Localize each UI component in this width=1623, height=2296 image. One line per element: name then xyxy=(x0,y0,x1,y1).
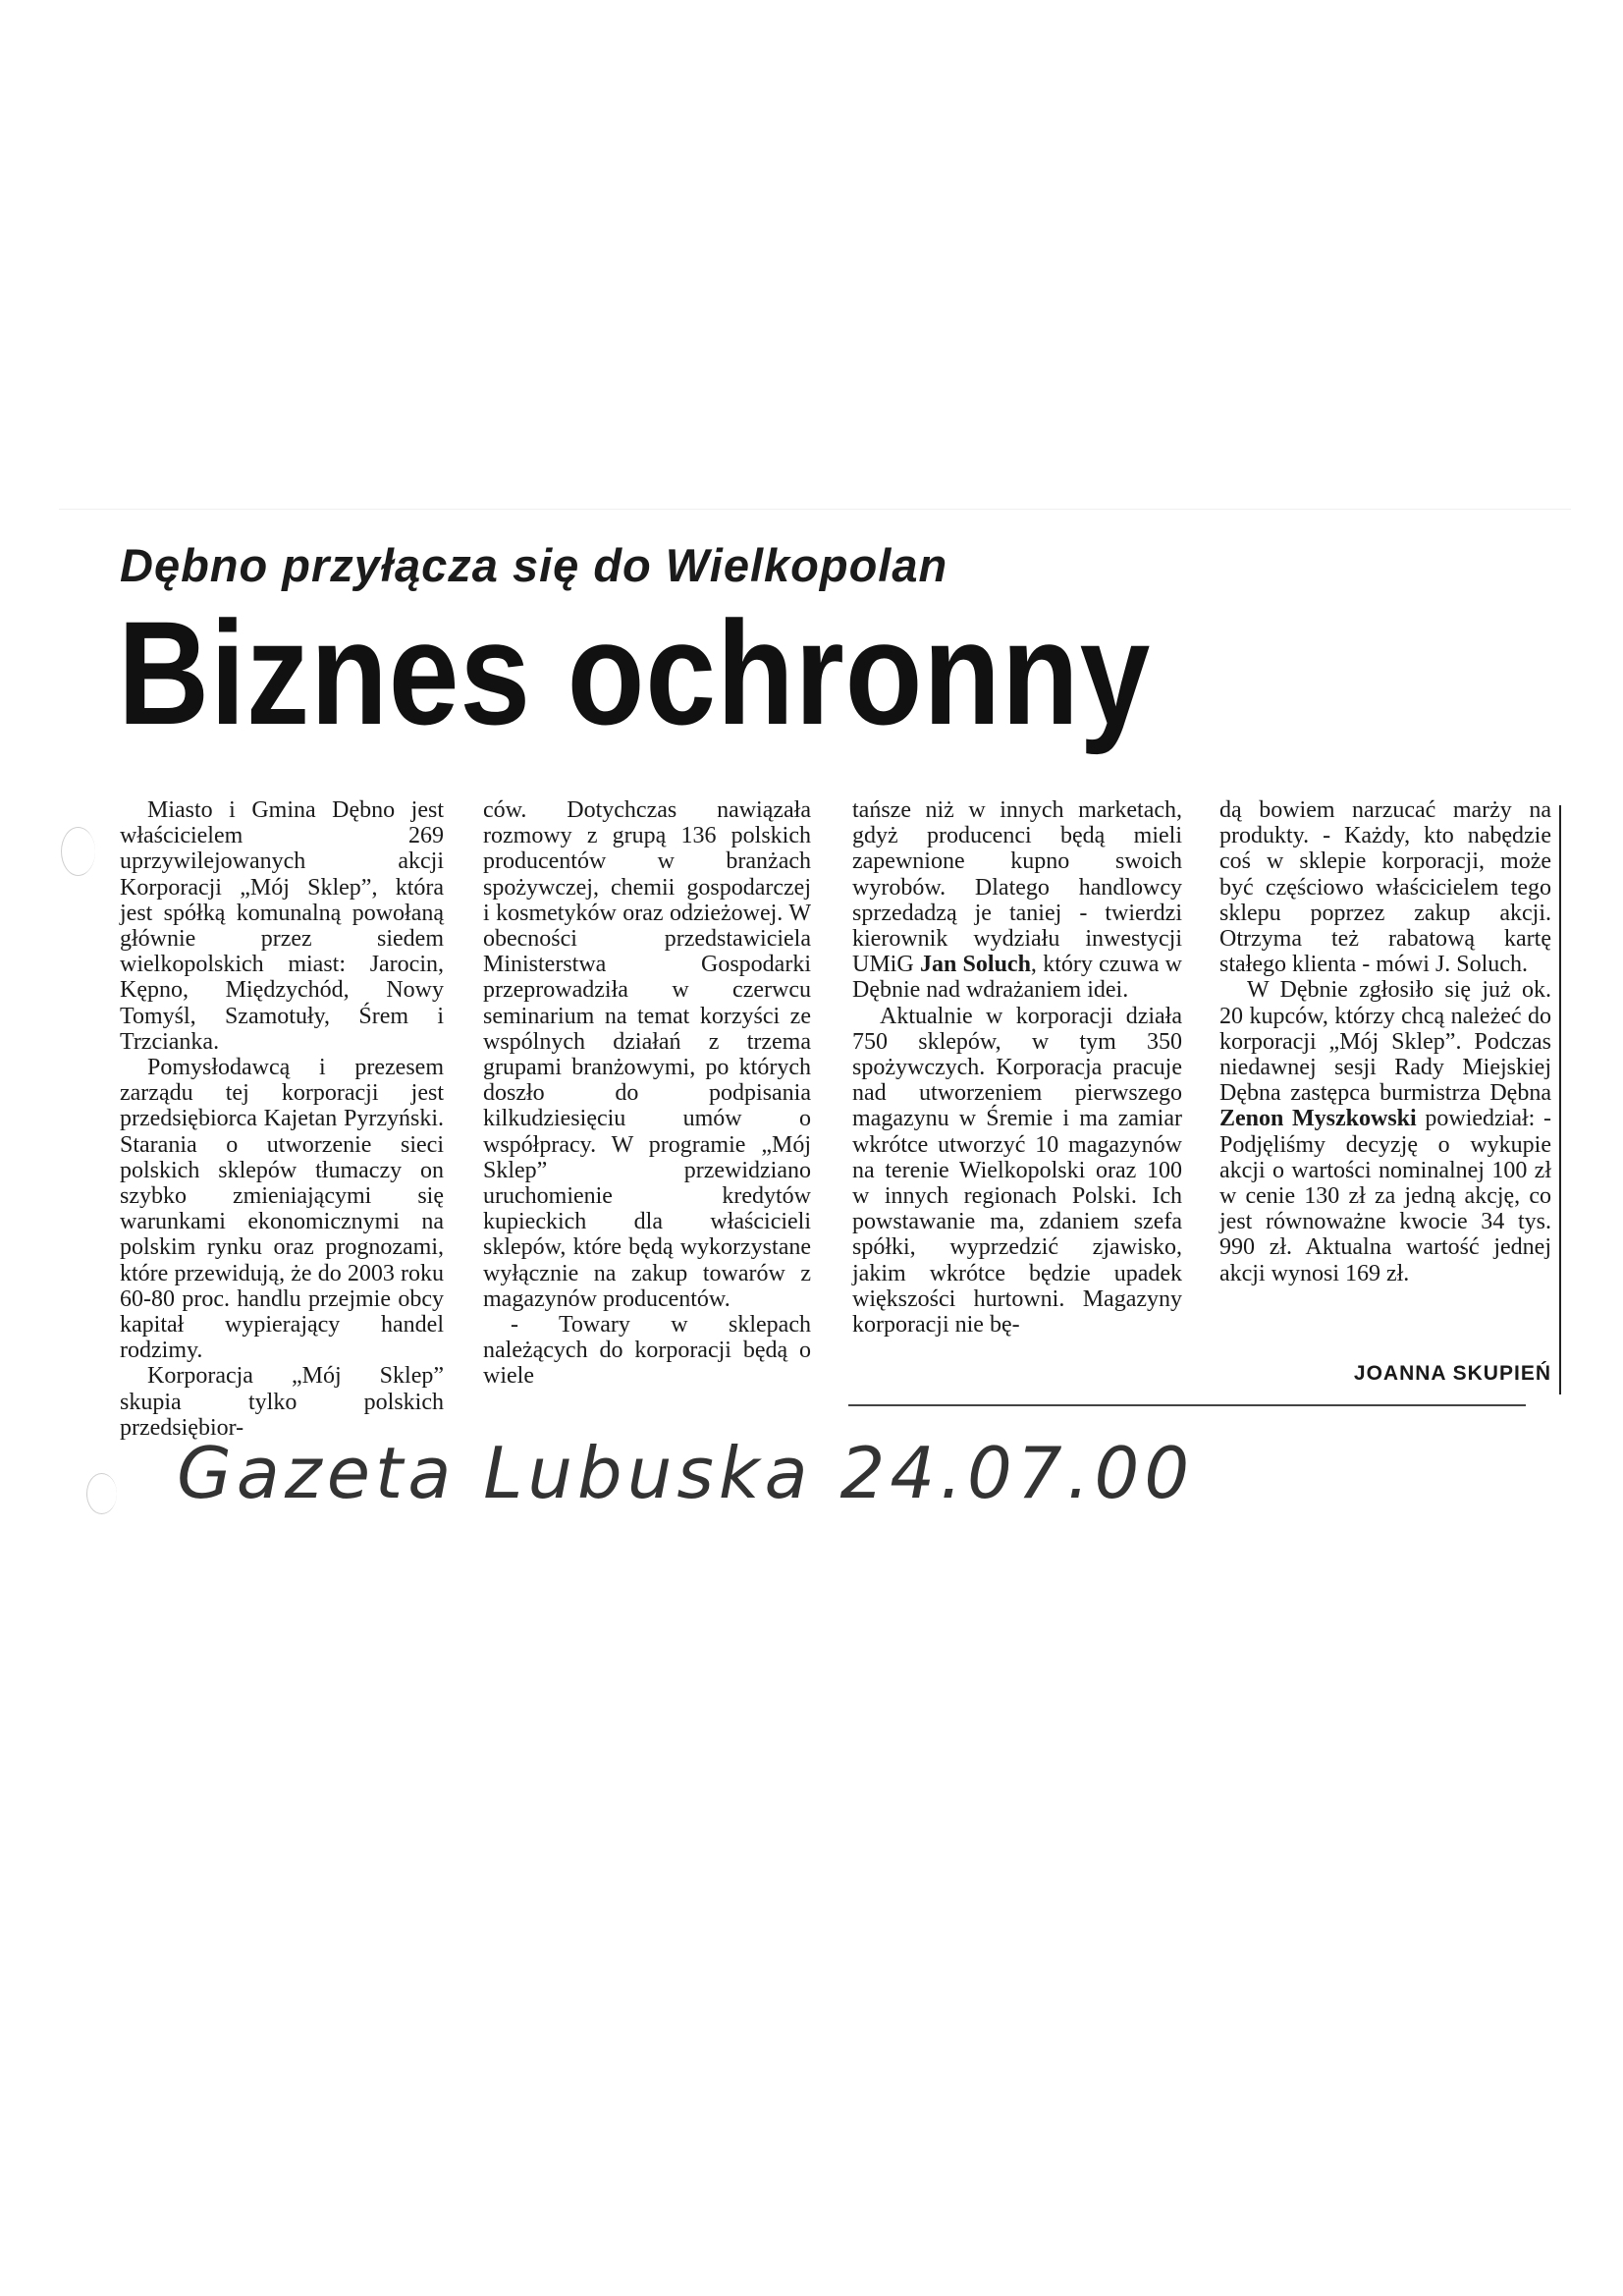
article-bottom-rule xyxy=(848,1404,1526,1406)
paragraph: - Towary w sklepach należących do korporacji będą o wiele xyxy=(483,1312,811,1390)
paragraph: Miasto i Gmina Dębno jest właścicielem 269 uprzywilejowanych akcji Korporacji „Mój Sklep”, która jest spółką komunalną powołaną głównie przez siedem wielkopolskich miast: Jarocin, Kępno, Międzychód, Nowy Tomyśl, Szamotuły, Śrem i Trzcianka. xyxy=(120,797,444,1055)
article-byline: JOANNA SKUPIEŃ xyxy=(1353,1362,1551,1385)
article-headline: Biznes ochronny xyxy=(118,590,1152,755)
paragraph: ców. Dotychczas nawiązała rozmowy z grupą 136 polskich producentów w branżach spożywczej, chemii gospodarczej i kosmetyków oraz odzieżowej. W obecności przedstawiciela Ministerstwa Gospodarki przeprowadziła w czerwcu seminarium na temat korzyści ze wspólnych działań z trzema grupami branżowymi, po których doszło do podpisania kilkudziesięciu umów o współpracy. W programie „Mój Sklep” przewidziano uruchomienie kredytów kupieckich dla właścicieli sklepów, które będą wykorzystane wyłącznie na zakup towarów z magazynów producentów. xyxy=(483,797,811,1312)
punch-hole-top xyxy=(61,827,95,876)
paragraph: Aktualnie w korporacji działa 750 sklepów, w tym 350 spożywczych. Korporacja pracuje nad utworzeniem pierwszego magazynu w Śremie i ma zamiar wkrótce utworzyć 10 magazynów na terenie Wielkopolski oraz 100 w innych regionach Polski. Ich powstawanie ma, zdaniem szefa spółki, wyprzedzić zjawisko, jakim wkrótce będzie upadek większości hurtowni. Magazyny korporacji nie bę- xyxy=(852,1003,1182,1339)
article-column-3 xyxy=(852,797,1182,1338)
column-rule-right xyxy=(1559,805,1561,1394)
article-column-4 xyxy=(1219,797,1551,1286)
person-name: Zenon Myszkowski xyxy=(1219,1106,1417,1132)
paragraph: W Dębnie zgłosiło się już ok. 20 kupców, którzy chcą należeć do korporacji „Mój Sklep”. Podczas niedawnej sesji Rady Miejskiej Dębna zastępca burmistrza Dębna Zenon Myszkowski powiedział: - Podjęliśmy decyzję o wykupie akcji o wartości nominalnej 100 zł w cenie 130 zł za jedną akcję, co jest równoważne kwocie 34 tys. 990 zł. Aktualna wartość jednej akcji wynosi 169 zł. xyxy=(1219,977,1551,1286)
article-column-1 xyxy=(120,797,444,1441)
paragraph: Pomysłodawcą i prezesem zarządu tej korporacji jest przedsiębiorca Kajetan Pyrzyński. Starania o utworzenie sieci polskich sklepów tłumaczy on szybko zmieniającymi się warunkami ekonomicznymi na polskim rynku oraz prognozami, które przewidują, że do 2003 roku 60-80 proc. handlu przejmie obcy kapitał wypierający handel rodzimy. xyxy=(120,1055,444,1364)
clipping-top-edge xyxy=(59,509,1571,510)
article-column-2 xyxy=(483,797,811,1390)
person-name: Jan Soluch xyxy=(919,952,1031,978)
paragraph: tańsze niż w innych marketach, gdyż producenci będą mieli zapewnione kupno swoich wyrobów. Dlatego handlowcy sprzedadzą je taniej - twierdzi kierownik wydziału inwestycji UMiG Jan Soluch, który czuwa w Dębnie nad wdrażaniem idei. xyxy=(852,797,1182,1004)
handwritten-source-note: Gazeta Lubuska 24.07.00 xyxy=(177,1432,1195,1514)
paragraph: Korporacja „Mój Sklep” skupia tylko polskich przedsiębior- xyxy=(120,1363,444,1441)
paragraph: dą bowiem narzucać marży na produkty. - Każdy, kto nabędzie coś w sklepie korporacji, może być częściowo właścicielem tego sklepu poprzez zakup akcji. Otrzyma też rabatową kartę stałego klienta - mówi J. Soluch. xyxy=(1219,797,1551,978)
punch-hole-bottom xyxy=(86,1473,117,1514)
article-kicker: Dębno przyłącza się do Wielkopolan xyxy=(120,539,948,591)
